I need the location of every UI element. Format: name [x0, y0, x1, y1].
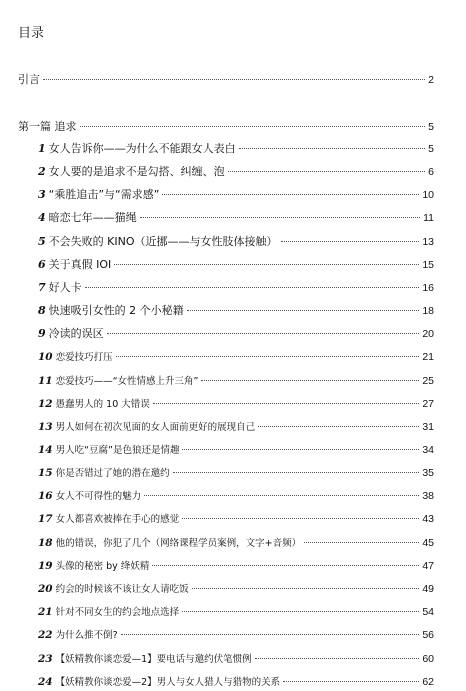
toc-entry-number: 11 [38, 375, 53, 387]
toc-entry-title [38, 536, 301, 551]
dot-leader [152, 565, 419, 566]
toc-page-number: 5 [428, 143, 434, 155]
toc-entry[interactable] [38, 350, 434, 365]
toc-entry-number: 7 [38, 281, 46, 294]
toc-entry[interactable] [38, 652, 434, 667]
toc-entry[interactable] [38, 281, 434, 295]
toc-entry-text: 暗恋七年——猫绳 [48, 211, 137, 224]
toc-entry-number: 8 [38, 304, 46, 317]
toc-entry[interactable] [38, 397, 434, 412]
toc-entry-number: 18 [38, 537, 53, 549]
toc-entry[interactable] [38, 142, 434, 156]
toc-entry-title [38, 489, 141, 504]
dot-leader [173, 472, 420, 473]
toc-page-number: 31 [422, 421, 434, 433]
toc-entry-number: 19 [38, 560, 53, 572]
dot-leader [182, 518, 419, 519]
toc-entry-number: 9 [38, 327, 46, 340]
toc-entry-number: 22 [38, 629, 53, 641]
toc-entry-number: 13 [38, 421, 53, 433]
toc-page-number: 38 [422, 490, 434, 502]
toc-entry[interactable] [38, 675, 434, 690]
toc-entry-text: “乘胜追击”与“需求感” [48, 188, 160, 201]
toc-entry-text: 愚蠢男人的 10 大错误 [55, 399, 150, 410]
toc-entry[interactable] [38, 420, 434, 435]
toc-entry[interactable] [38, 466, 434, 481]
toc-entry-title [38, 142, 236, 156]
dot-leader [121, 634, 420, 635]
toc-entry-title [38, 420, 255, 435]
dot-leader [182, 611, 419, 612]
toc-entry-text: 男人吃“豆腐”是色狼还是情趣 [55, 445, 180, 456]
toc-entry[interactable] [38, 258, 434, 272]
toc-entry-number: 4 [38, 211, 46, 224]
toc-entry-title [38, 235, 278, 249]
toc-entry-part-1[interactable] [18, 120, 434, 134]
dot-leader [187, 310, 420, 311]
dot-leader [258, 426, 419, 427]
toc-entry-number: 3 [38, 188, 46, 201]
toc-entry[interactable] [38, 188, 434, 202]
toc-entry-number: 1 [38, 142, 46, 155]
dot-leader [43, 79, 425, 80]
toc-entry-number: 21 [38, 606, 53, 618]
dot-leader [182, 449, 419, 450]
toc-page-number: 18 [422, 305, 434, 317]
dot-leader [116, 356, 420, 357]
toc-entry-text: 快速吸引女性的 2 个小秘籍 [48, 304, 184, 317]
toc-page-number: 27 [422, 398, 434, 410]
dot-leader [107, 333, 420, 334]
toc-entry[interactable] [38, 235, 434, 249]
toc-entry[interactable] [38, 512, 434, 527]
toc-entry-title [38, 165, 225, 179]
toc-page-number: 21 [422, 351, 434, 363]
toc-entry-title [38, 628, 118, 643]
dot-leader [304, 542, 419, 543]
toc-entry[interactable] [38, 536, 434, 551]
toc-page-number: 25 [422, 375, 434, 387]
toc-entry-number: 2 [38, 165, 46, 178]
toc-entry[interactable] [38, 165, 434, 179]
toc-page-number: 15 [422, 259, 434, 271]
dot-leader [153, 403, 420, 404]
toc-entry-title [38, 559, 149, 574]
toc-entry-text: 男人如何在初次见面的女人面前更好的展现自己 [55, 422, 256, 433]
toc-page-number: 60 [422, 653, 434, 665]
toc-entry[interactable] [38, 327, 434, 341]
toc-page-number: 49 [422, 583, 434, 595]
toc-entry-title [38, 512, 179, 527]
toc-entry-number: 17 [38, 513, 53, 525]
dot-leader [239, 148, 426, 149]
toc-entry[interactable] [38, 559, 434, 574]
toc-entry-title [38, 605, 179, 620]
toc-page-number: 45 [422, 537, 434, 549]
toc-entry-text: 女人要的是追求不是勾搭、纠缠、泡 [48, 165, 225, 178]
toc-entry[interactable] [38, 443, 434, 458]
toc-page-number: 35 [422, 467, 434, 479]
dot-leader [85, 287, 420, 288]
toc-page-number: 13 [422, 236, 434, 248]
toc-entry-preface[interactable] [18, 73, 434, 87]
toc-entry-text: 约会的时候该不该让女人请吃饭 [55, 584, 189, 595]
toc-entry[interactable] [38, 582, 434, 597]
toc-page-number: 43 [422, 513, 434, 525]
toc-entry[interactable] [38, 605, 434, 620]
toc-entry-title: 第一篇 追求 [18, 120, 77, 133]
toc-page-number: 56 [422, 629, 434, 641]
dot-leader [281, 241, 420, 242]
toc-entry[interactable] [38, 211, 434, 225]
toc-page-number: 16 [422, 282, 434, 294]
toc-entry-number: 15 [38, 467, 53, 479]
toc-page-number: 2 [428, 74, 434, 86]
toc-entry-number: 12 [38, 398, 53, 410]
toc-entry[interactable] [38, 304, 434, 318]
toc-page-number: 47 [422, 560, 434, 572]
toc-entry-title [38, 374, 198, 389]
dot-leader [228, 171, 426, 172]
toc-entry-text: 关于真假 IOI [48, 258, 112, 271]
dot-leader [114, 264, 419, 265]
toc-entry-number: 20 [38, 583, 53, 595]
toc-entry[interactable] [38, 374, 434, 389]
toc-page-number: 5 [428, 121, 434, 133]
toc-page-number: 34 [422, 444, 434, 456]
dot-leader [140, 217, 420, 218]
toc-entry-number: 14 [38, 444, 53, 456]
toc-entry-text: 【妖精教你谈恋爱—1】要电话与邀约伏笔惯例 [55, 654, 252, 665]
toc-entry-text: 冷读的误区 [48, 327, 104, 340]
toc-entry-title [38, 350, 113, 365]
dot-leader [162, 194, 419, 195]
toc-entry-text: 女人都喜欢被捧在手心的感觉 [55, 514, 180, 525]
toc-entry-title [38, 675, 280, 690]
toc-entry-text: 女人不可得性的魅力 [55, 491, 142, 502]
toc-entry-number: 23 [38, 653, 53, 665]
toc-entry-number: 10 [38, 351, 53, 363]
toc-page-number: 6 [428, 166, 434, 178]
toc-entry-text: 好人卡 [48, 281, 82, 294]
toc-page-number: 62 [422, 676, 434, 688]
toc-entry-text: 为什么推不倒? [55, 630, 118, 641]
toc-entry-text: 【妖精教你谈恋爱—2】男人与女人猎人与猎物的关系 [55, 677, 281, 688]
toc-title: 目录 [18, 26, 45, 41]
toc-entry-title [38, 211, 137, 225]
toc-entry-title [38, 281, 82, 295]
toc-page-number: 10 [422, 189, 434, 201]
toc-entry-number: 5 [38, 235, 46, 248]
dot-leader [80, 126, 426, 127]
toc-entry-title [38, 582, 189, 597]
toc-entry-title [38, 304, 184, 318]
toc-entry-title [38, 327, 104, 341]
toc-entry-text: 头像的秘密 by 绛妖精 [55, 561, 150, 572]
toc-page-number: 20 [422, 328, 434, 340]
dot-leader [201, 380, 419, 381]
dot-leader [283, 681, 419, 682]
toc-entry-text: 针对不同女生的约会地点选择 [55, 607, 180, 618]
toc-entry-title [38, 466, 170, 481]
dot-leader [144, 495, 419, 496]
toc-entry-title [38, 443, 179, 458]
toc-entry-text: 不会失败的 KINO（近挪——与女性肢体接触） [48, 235, 278, 248]
dot-leader [192, 588, 420, 589]
toc-entry-title: 引言 [18, 73, 40, 86]
toc-entry-text: 恋爱技巧——“女性情感上升三角” [55, 376, 199, 387]
toc-entry-text: 恋爱技巧打压 [55, 352, 113, 363]
toc-page-number: 11 [423, 212, 434, 224]
toc-page-number: 54 [422, 606, 434, 618]
dot-leader [255, 658, 420, 659]
toc-entry-number: 24 [38, 676, 53, 688]
toc-entry[interactable] [38, 628, 434, 643]
toc-entry-text: 你是否错过了她的潜在邀约 [55, 468, 170, 479]
toc-entry-text: 女人告诉你——为什么不能跟女人表白 [48, 142, 236, 155]
toc-entry-text: 他的错误，你犯了几个（网络课程学员案例，文字+音频） [55, 538, 302, 549]
toc-entry-number: 16 [38, 490, 53, 502]
toc-entry-title [38, 397, 150, 412]
toc-entry-number: 6 [38, 258, 46, 271]
toc-entry[interactable] [38, 489, 434, 504]
toc-entry-title [38, 258, 111, 272]
toc-entry-title [38, 652, 252, 667]
toc-entry-title [38, 188, 159, 202]
